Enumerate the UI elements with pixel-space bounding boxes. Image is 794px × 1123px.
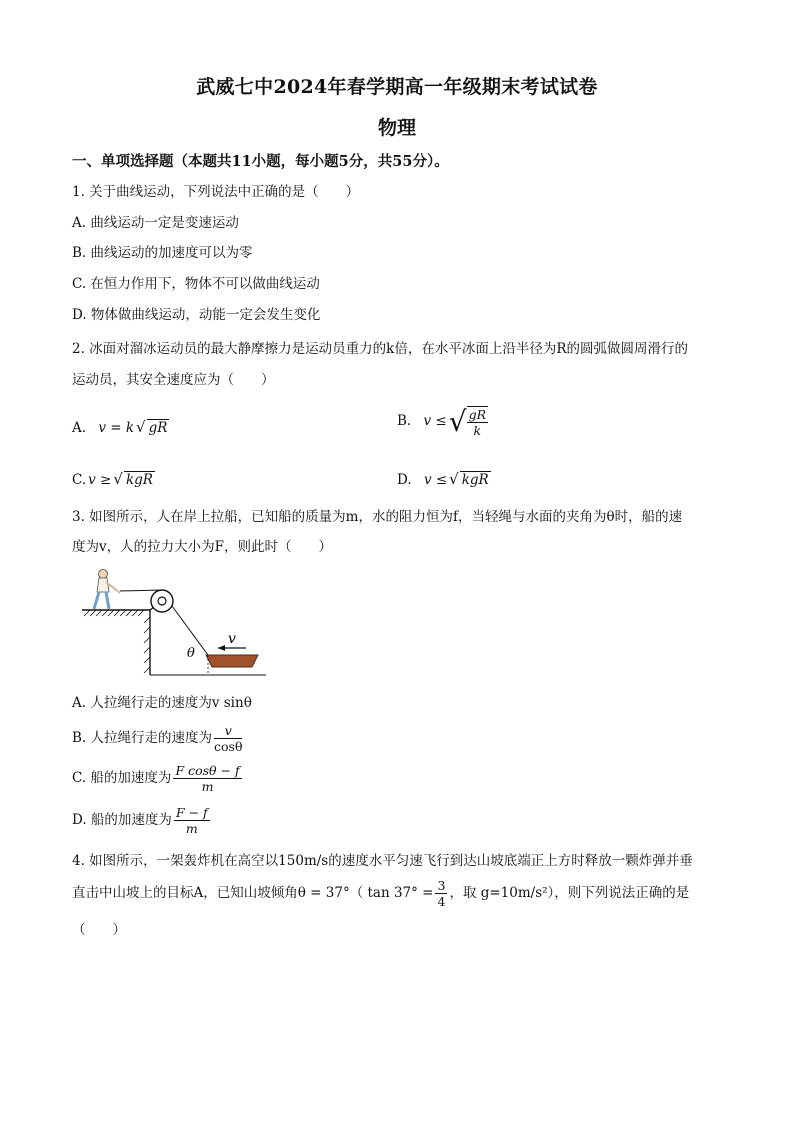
q2-option-d-radicand: kgR [461, 472, 489, 488]
q2-option-c [72, 470, 155, 488]
radical-sign: √ [448, 405, 467, 438]
q2-option-a-expr: v = k [98, 420, 135, 436]
q3-option-b-numerator: v [214, 723, 242, 739]
person-icon [94, 570, 120, 610]
q3-option-b [72, 723, 244, 754]
q4-tan-denominator: 4 [437, 894, 446, 909]
q2-option-c-label: C. [72, 472, 87, 488]
q3-option-a: A. 人拉绳行走的速度为v sinθ [72, 695, 252, 711]
q4-stem-line2 [72, 878, 689, 909]
q2-option-d [397, 470, 491, 488]
q1-option-b: B. 曲线运动的加速度可以为零 [72, 245, 253, 261]
q2-option-d-label: D. [397, 472, 412, 488]
q3-stem-line2: 度为v，人的拉力大小为F，则此时（ ） [72, 539, 332, 555]
q2-stem-line2: 运动员，其安全速度应为（ ） [72, 372, 275, 388]
q2-option-d-expr: v ≤ [423, 472, 448, 488]
q3-option-b-fraction [214, 723, 242, 754]
q1-option-d: D. 物体做曲线运动，动能一定会发生变化 [72, 307, 321, 323]
section-heading: 一、单项选择题（本题共11小题，每小题5分，共55分）。 [72, 153, 449, 170]
q4-stem-line3: （ ） [72, 922, 126, 938]
q3-stem-line1: 3. 如图所示，人在岸上拉船，已知船的质量为m，水的阻力恒为f，当轻绳与水面的夹角为θ时，船的速 [72, 509, 683, 525]
q2-option-a-label: A. [72, 420, 87, 436]
q3-option-b-label: B. 人拉绳行走的速度为 [72, 730, 213, 746]
radical-sign: √ [136, 418, 146, 436]
bank-ground [82, 610, 150, 675]
q3-option-d [72, 805, 212, 836]
q1-option-c: C. 在恒力作用下，物体不可以做曲线运动 [72, 276, 320, 292]
radical-sign: √ [449, 470, 459, 488]
q3-option-c-numerator: F cosθ − f [175, 763, 240, 778]
q4-stem-line2-b: ，取 g=10m/s²），则下列说法正确的是 [449, 885, 690, 901]
q4-stem-line2-a: 直击中山坡上的目标A，已知山坡倾角θ = 37°（ tan 37° = [72, 885, 434, 901]
q3-option-d-denominator: m [185, 821, 198, 836]
q3-figure-boat-pulley [80, 565, 270, 680]
q2-option-a [72, 418, 169, 436]
q2-option-b-fraction [467, 406, 488, 438]
figure-theta-label: θ [187, 646, 195, 661]
q4-tan-fraction [435, 878, 447, 909]
q2-stem-line1: 2. 冰面对溜冰运动员的最大静摩擦力是运动员重力的k倍，在水平冰面上沿半径为R的圆弧做圆周滑行的 [72, 341, 689, 357]
q2-option-a-radicand: gR [148, 420, 168, 436]
rope-horizontal [120, 590, 162, 591]
q3-option-b-denominator: cosθ [214, 739, 243, 754]
q2-option-b-expr: v ≤ [423, 413, 447, 429]
q3-option-c-label: C. 船的加速度为 [72, 770, 172, 786]
q3-option-d-fraction [174, 805, 210, 836]
exam-title: 武威七中2024年春学期高一年级期末考试试卷 [196, 76, 598, 98]
q3-option-c [72, 763, 244, 794]
q2-option-b-label: B. [397, 413, 412, 429]
q3-option-d-label: D. 船的加速度为 [72, 812, 172, 828]
figure-v-label: v [228, 631, 236, 647]
q1-stem: 1. 关于曲线运动，下列说法中正确的是（ ） [72, 184, 360, 200]
q4-stem-line1: 4. 如图所示，一架轰炸机在高空以150m/s的速度水平匀速飞行到达山坡底端正上方时释放一颗炸弹并垂 [72, 853, 693, 869]
boat-icon [206, 655, 258, 667]
pulley-icon [150, 590, 173, 612]
q3-option-c-denominator: m [201, 779, 214, 794]
q2-option-c-radicand: kgR [125, 472, 153, 488]
q2-option-b-denominator: k [473, 422, 482, 438]
q2-option-c-expr: v ≥ [88, 472, 112, 488]
radical-sign: √ [113, 470, 123, 488]
q3-option-d-numerator: F − f [175, 805, 208, 820]
subject-title: 物理 [377, 117, 416, 139]
q3-option-c-fraction [173, 763, 241, 794]
q4-tan-numerator: 3 [437, 878, 446, 893]
q2-option-b-numerator: gR [468, 406, 487, 422]
q1-option-a: A. 曲线运动一定是变速运动 [72, 215, 239, 231]
q2-option-b [397, 405, 490, 438]
